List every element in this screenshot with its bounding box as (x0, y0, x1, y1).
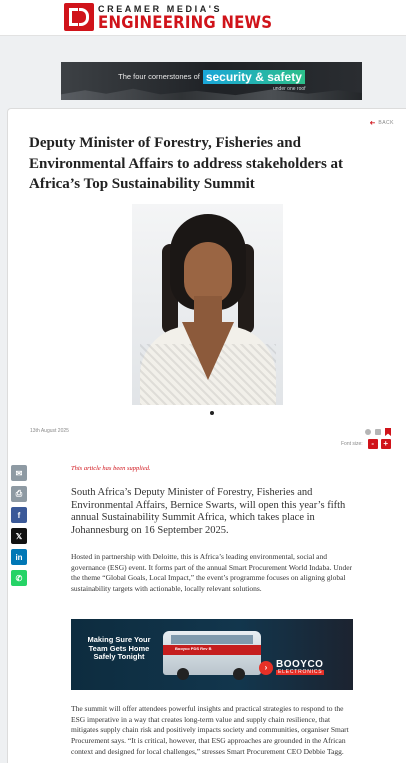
top-banner-ad[interactable] (61, 62, 362, 100)
email-icon: ✉ (15, 468, 23, 478)
back-link[interactable] (369, 119, 394, 127)
back-label: BACK (378, 120, 394, 126)
supplied-note: This article has been supplied. (71, 465, 151, 472)
share-bar (11, 465, 27, 586)
site-logo[interactable] (64, 3, 272, 31)
ad-brand: BOOYCO (276, 659, 324, 670)
site-header (0, 0, 406, 36)
x-icon: 𝕏 (15, 531, 23, 541)
x-share-button[interactable] (11, 528, 27, 544)
font-size-control (341, 439, 391, 449)
banner-prefix: The four cornerstones of (118, 71, 200, 81)
ad-bus-label: Booyco PDS Rev B (175, 646, 212, 651)
banner-suffix: under one roof (273, 86, 306, 92)
linkedin-icon: in (15, 552, 23, 562)
ad-brand-sub: ELECTRONICS (278, 669, 323, 675)
article-lead: South Africa’s Deputy Minister of Forestry, Fisheries and Environmental Affairs, Bernice Swarts, will open this year’s fifth annual Sustainability Summit Africa, which takes place in Johannesburg on 16 September 2025. (71, 487, 346, 537)
article-paragraph-2: The summit will offer attendees powerful insights and practical strategies to respond to the ESG imperative in a way that creates long-term value and supply chain resilience, that mitigates supply chain risk and positively impacts society and communities, organiser Smart Procurement says. “It is critical, however, that ESG approaches are grounded in the African context and designed for local challenges,” stresses Smart Procurement CEO Debbie Tagg. (71, 704, 349, 756)
article-paragraph-1: Hosted in partnership with Deloitte, this is Africa’s leading environmental, social and governance (ESG) event. It forms part of the annual Smart Procurement World Indaba. Under the theme “Global Goals, Local Impact,” the event’s programme focuses on aligning global sustainability targets with actionable, locally relevant solutions. (71, 552, 353, 594)
facebook-icon: f (17, 510, 21, 520)
info-icon[interactable] (365, 429, 371, 435)
email-article-icon[interactable] (375, 429, 381, 435)
font-size-label: Font size: (341, 441, 363, 447)
carousel-dot[interactable] (210, 411, 214, 415)
ad-brand-logo (259, 660, 324, 675)
font-increase-button[interactable]: + (381, 439, 391, 449)
article-tools (365, 428, 391, 436)
email-share-button[interactable] (11, 465, 27, 481)
bookmark-icon[interactable] (385, 428, 391, 436)
whatsapp-icon: ✆ (15, 573, 23, 583)
brand-arrow-icon: › (259, 661, 273, 675)
ad-vehicle-image (163, 631, 261, 675)
ad-headline: Making Sure Your Team Gets Home Safely Tonight (87, 635, 151, 662)
inline-ad[interactable] (71, 619, 353, 690)
linkedin-share-button[interactable] (11, 549, 27, 565)
logo-bottom-text: ENGINEERING NEWS (98, 11, 273, 33)
logo-mark-icon (64, 3, 94, 31)
print-icon: ⎙ (15, 489, 23, 498)
back-arrow-icon: ➜ (369, 120, 376, 127)
facebook-share-button[interactable] (11, 507, 27, 523)
font-decrease-button[interactable]: - (368, 439, 378, 449)
logo-top-text: CREAMER MEDIA'S (98, 4, 223, 14)
article-date: 13th August 2025 (30, 428, 69, 434)
print-share-button[interactable] (11, 486, 27, 502)
article-card (7, 108, 406, 763)
whatsapp-share-button[interactable] (11, 570, 27, 586)
article-photo (132, 204, 283, 405)
banner-highlight: security & safety (203, 70, 305, 84)
article-title: Deputy Minister of Forestry, Fisheries and Environmental Affairs to address stakeholders at Africa’s Top Sustainability Summit (29, 135, 344, 192)
